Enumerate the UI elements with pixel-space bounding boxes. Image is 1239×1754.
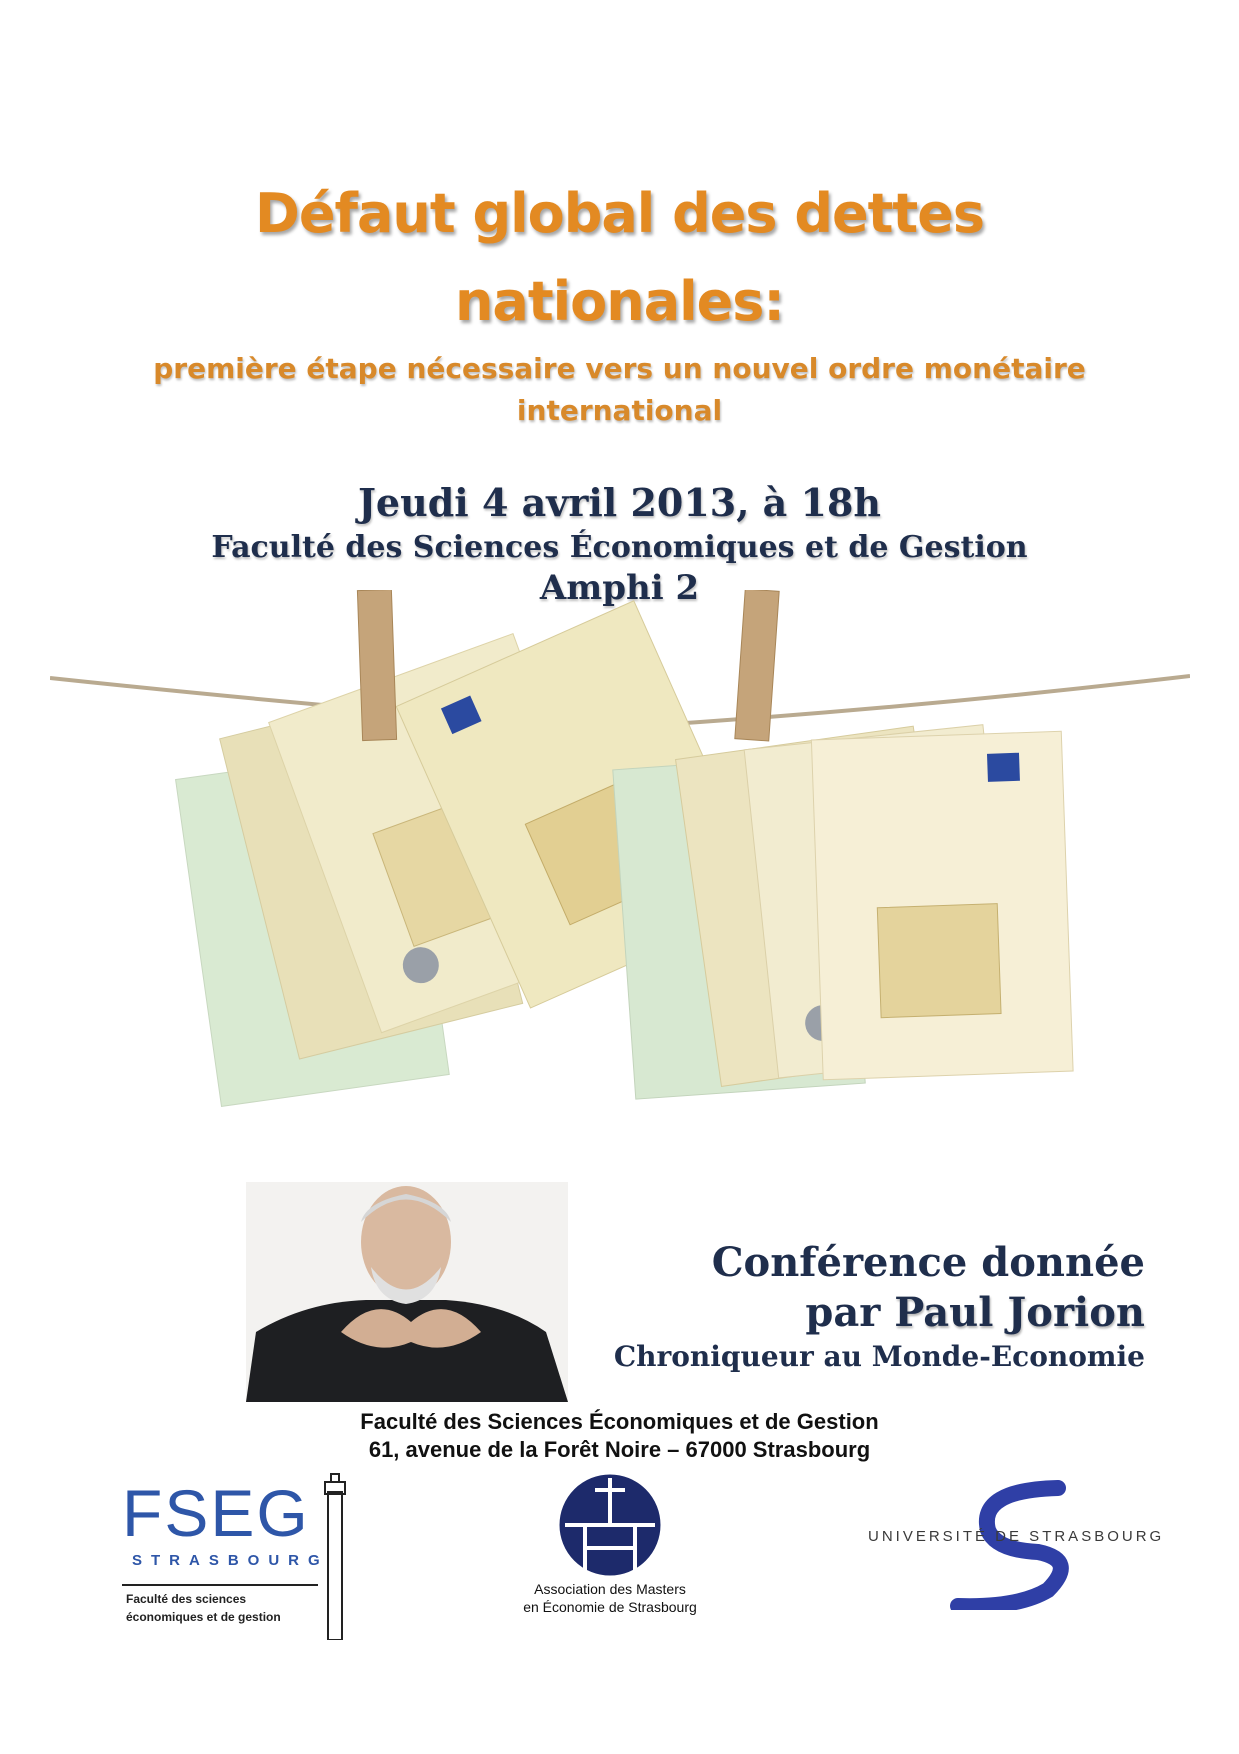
association-caption bbox=[510, 1580, 710, 1616]
speaker-name: Paul Jorion bbox=[894, 1289, 1145, 1336]
fseg-divider bbox=[122, 1584, 318, 1586]
university-s-swoosh-icon bbox=[938, 1480, 1088, 1610]
association-emblem-icon bbox=[555, 1470, 665, 1580]
fseg-caption-line-2: économiques et de gestion bbox=[126, 1610, 281, 1624]
speaker-block bbox=[614, 1238, 1145, 1376]
university-name: UNIVERSITÉ DE STRASBOURG bbox=[868, 1528, 1165, 1545]
association-logo bbox=[510, 1470, 710, 1640]
event-faculty: Faculté des Sciences Économiques et de Gestion bbox=[211, 530, 1028, 565]
fseg-caption bbox=[126, 1590, 281, 1626]
fseg-logo-main: FSEG bbox=[122, 1476, 310, 1550]
speaker-prefix: par bbox=[805, 1289, 895, 1336]
address-line-2: 61, avenue de la Forêt Noire – 67000 Strasbourg bbox=[368, 1437, 871, 1462]
conference-label: Conférence donnée bbox=[711, 1239, 1145, 1286]
address-line-1: Faculté des Sciences Économiques et de Gestion bbox=[360, 1409, 879, 1434]
subtitle-line-1: première étape nécessaire vers un nouvel ordre monétaire bbox=[153, 352, 1086, 385]
association-caption-line-2: en Économie de Strasbourg bbox=[523, 1599, 697, 1615]
subtitle-line-2: international bbox=[516, 394, 723, 427]
banknotes-clothesline-image bbox=[50, 590, 1190, 1170]
poster-subtitle bbox=[0, 348, 1239, 432]
fseg-logo bbox=[122, 1476, 352, 1640]
event-room: Amphi 2 bbox=[539, 568, 700, 608]
association-caption-line-1: Association des Masters bbox=[534, 1581, 686, 1597]
address-block bbox=[0, 1408, 1239, 1464]
speaker-line bbox=[614, 1288, 1145, 1338]
event-date: Jeudi 4 avril 2013, à 18h bbox=[357, 480, 882, 525]
speaker-portrait bbox=[246, 1182, 568, 1402]
title-line-2: nationales: bbox=[454, 270, 785, 333]
university-logo bbox=[858, 1480, 1165, 1610]
fseg-caption-line-1: Faculté des sciences bbox=[126, 1592, 247, 1606]
tower-icon bbox=[318, 1472, 352, 1640]
title-line-1: Défaut global des dettes bbox=[255, 182, 984, 245]
poster-title bbox=[0, 170, 1239, 346]
fseg-logo-sub: STRASBOURG bbox=[132, 1552, 329, 1569]
speaker-role: Chroniqueur au Monde-Economie bbox=[613, 1340, 1145, 1373]
